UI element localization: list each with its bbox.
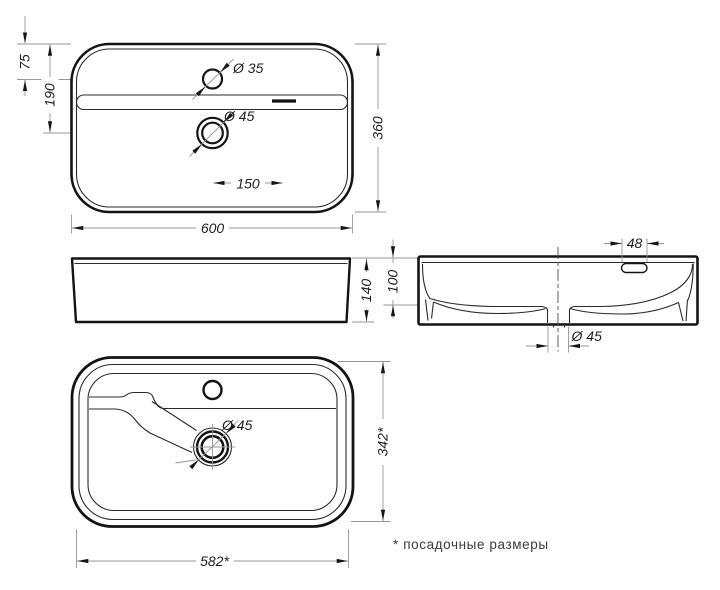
bottom-view xyxy=(72,358,392,570)
dim-drain-dia-label: Ø 45 xyxy=(222,417,253,433)
dim-drain-dia-label: Ø 45 xyxy=(571,328,602,344)
arrowhead xyxy=(72,226,83,230)
dim-overflow-width-label: 48 xyxy=(626,235,643,251)
body-outline xyxy=(72,259,350,323)
dim-width-label: 600 xyxy=(200,220,225,236)
arrowhead xyxy=(23,80,27,91)
dim-faucet-dia-label: Ø 35 xyxy=(233,60,264,76)
dim-overflow-offset-label: 150 xyxy=(236,175,260,192)
arrowhead xyxy=(537,344,549,348)
arrowhead xyxy=(48,121,52,132)
top-view xyxy=(17,16,387,236)
dim-bowl-depth-label: 100 xyxy=(384,269,401,294)
arrowhead xyxy=(611,241,623,245)
arrowhead xyxy=(647,241,659,245)
arrowhead xyxy=(364,310,368,321)
section-view xyxy=(384,235,698,353)
arrowhead xyxy=(77,559,88,563)
dim-faucet-offset-label: 75 xyxy=(16,54,33,70)
arrowhead xyxy=(376,200,380,211)
arrowhead xyxy=(391,246,395,257)
dim-mount-depth-label: 342* xyxy=(374,427,391,457)
dim-depth-label: 360 xyxy=(369,116,386,140)
arrowhead xyxy=(48,45,52,56)
arrowhead xyxy=(381,362,385,373)
arrowhead xyxy=(337,559,348,563)
arrowhead xyxy=(569,344,581,348)
dim-mount-width-label: 582* xyxy=(200,553,229,569)
arrowhead xyxy=(381,510,385,521)
dim-drain-offset-label: 190 xyxy=(41,83,58,107)
footnote-mount-dimensions: * посадочные размеры xyxy=(393,537,549,552)
arrowhead xyxy=(391,305,395,316)
dim-drain-dia-label: Ø 45 xyxy=(224,108,255,124)
dim-height-label: 140 xyxy=(358,278,374,303)
front-view xyxy=(72,258,418,322)
arrowhead xyxy=(23,33,27,44)
arrowhead xyxy=(364,259,368,270)
arrowhead xyxy=(376,45,380,56)
arrowhead xyxy=(341,226,352,230)
